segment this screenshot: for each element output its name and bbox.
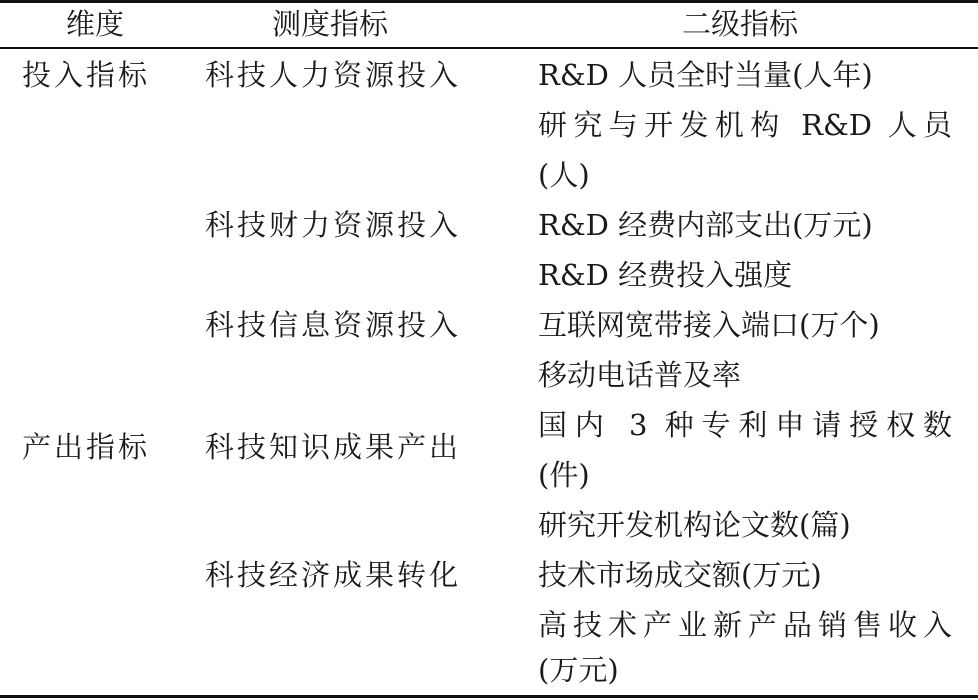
sub-indicator-line: 高技术产业新产品销售收入: [538, 608, 952, 642]
measure-info-input: 科技信息资源投入: [205, 308, 462, 342]
sub-indicator-line: (件): [538, 458, 590, 492]
sub-indicator-line: 移动电话普及率: [538, 358, 742, 392]
header-sub-indicator: 二级指标: [681, 7, 798, 41]
measure-knowledge-output: 科技知识成果产出: [205, 430, 462, 464]
sub-indicator-line: R&D 人员全时当量(人年): [538, 58, 873, 92]
sub-indicator-line: 国内 3 种专利申请授权数: [538, 408, 952, 442]
dimension-output: 产出指标: [22, 430, 151, 464]
dimension-input: 投入指标: [22, 58, 151, 92]
sub-indicator-line: 技术市场成交额(万元): [538, 558, 822, 592]
table-header-rule: [0, 47, 978, 49]
header-dimension: 维度: [65, 7, 124, 41]
sub-indicator-line: 研究开发机构论文数(篇): [538, 508, 851, 542]
table-bottom-rule: [0, 695, 978, 698]
sub-indicator-line: (万元): [538, 653, 619, 687]
measure-hr-input: 科技人力资源投入: [205, 58, 462, 92]
header-measure: 测度指标: [271, 7, 388, 41]
sub-indicator-line: 互联网宽带接入端口(万个): [538, 308, 880, 342]
measure-economic-conversion: 科技经济成果转化: [205, 558, 462, 592]
sub-indicator-line: (人): [538, 158, 590, 192]
sub-indicator-line: R&D 经费内部支出(万元): [538, 208, 873, 242]
measure-financial-input: 科技财力资源投入: [205, 208, 462, 242]
sub-indicator-line: 研究与开发机构 R&D 人员: [538, 108, 952, 142]
sub-indicator-line: R&D 经费投入强度: [538, 258, 793, 292]
